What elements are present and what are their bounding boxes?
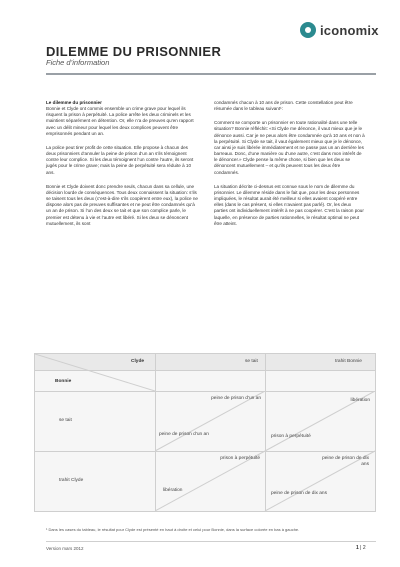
section-heading: Le dilemme du prisonnier xyxy=(46,100,102,105)
paragraph: condamnés chacun à 10 ans de prison. Cette constellation peut être résumée dans le tableau suivant¹: xyxy=(214,100,353,112)
page-separator: | xyxy=(358,545,363,551)
brand-logo xyxy=(300,22,379,38)
footnote: ¹ Dans les cases du tableau, le résultat pour Clyde est présenté en haut à droite et celui pour Bonnie, dans la surface colorée en bas à gauche. xyxy=(46,527,300,532)
row-header-bonnie-betrays: trahit Clyde xyxy=(59,478,84,483)
paragraph: Comment se comporte un prisonnier en toute rationalité dans une telle situation? Bonnie réfléchit: «Si Clyde me dénonce, il vaut mieux que je le dénonce aussi. Car je ne peux alors être condamnée qu’à 10 ans et non à la perpétuité. Si Clyde se tait, il vaut également mieux que je le dénonce, car ainsi je suis libérée immédiatement et ne passe pas un an derrière les barreaux. Donc, d’une manière ou d’une autre, c’est dans mon intérêt de le dénoncer.» Clyde pense la même chose, si bien que les deux se dénoncent mutuellement – et qu’ils peuvent tous les deux être condamnés. xyxy=(214,120,365,175)
paragraph: La situation décrite ci-dessus est connue sous le nom de dilemme du prisonnier. Le dilemme réside dans le fait que, pour les deux personnes impliquées, le résultat aurait été meilleur si elles avaient coopéré entre elles (dans le cas présent, si elles n’avaient pas parlé). Or, les deux parties ont individuellement intérêt à ne pas coopérer. C’est la raison pour laquelle, en présence de parties rationnelles, le résultat optimal ne peut être atteint. xyxy=(214,183,364,226)
payoff-bonnie-r2c2: peine de prison de dix ans xyxy=(271,491,328,496)
page-total: 2 xyxy=(362,545,366,551)
paragraph: Bonnie et Clyde ont commis ensemble un crime grave pour lequel ils risquent la prison à perpétuité. La police arrête les deux criminels et les maintient séparément en détention. Or, elle n’a de preuves qu’en rapport avec un délit mineur pour lequel les deux complices peuvent être emprisonnés pendant un an. xyxy=(46,106,194,136)
payoff-clyde-r2c2: peine de prison de dix ans xyxy=(322,456,369,467)
iconomix-logo-icon xyxy=(300,22,316,38)
text-column-left xyxy=(46,100,198,235)
paragraph: Bonnie et Clyde doivent donc prendre seuls, chacun dans sa cellule, une décision lourde de conséquences. Tous deux connaissent la situation: s’ils se taisent tous les deux (c’est-à-dire s’ils coopèrent entre eux), la police ne dispose alors pas de preuves suffisantes et ne peut être condamnés qu’à un an de prison. Si l’un des deux se tait et que son complice parle, le premier est détenu à vie et l’autre est libéré. Si les deux se dénoncent mutuellement, ils sont xyxy=(46,183,198,226)
payoff-clyde-r2c1: prison à perpétuité xyxy=(220,456,260,461)
page-subtitle: Fiche d’information xyxy=(46,58,110,67)
col-header-clyde-betrays: trahit Bonnie xyxy=(335,359,362,364)
version-label: Version mars 2012 xyxy=(46,546,84,551)
payoff-matrix xyxy=(34,353,376,512)
paragraph: La police peut tirer profit de cette situation. Elle propose à chacun des deux prisonniers d’annuler la peine de prison d’un an s’ils témoignent contre leur complice. Si les deux témoignent l’un contre l’autre, ils seront jugés pour le crime grave; mais la peine de perpétuité sera réduite à 10 ans. xyxy=(46,144,194,175)
clyde-label: Clyde xyxy=(131,359,145,364)
payoff-bonnie-r1c2: prison à perpétuité xyxy=(271,434,311,439)
title-divider xyxy=(46,73,376,75)
brand-name: iconomix xyxy=(320,22,379,38)
text-column-right xyxy=(214,100,366,235)
payoff-clyde-r1c1: peine de prison d’un an xyxy=(211,396,261,401)
row-header-bonnie-silent: se tait xyxy=(59,418,72,423)
footer-divider xyxy=(46,541,376,542)
page-title: DILEMME DU PRISONNIER xyxy=(46,44,222,59)
payoff-clyde-r1c2: libération xyxy=(350,398,370,403)
page-number xyxy=(356,545,366,551)
payoff-bonnie-r1c1: peine de prison d’un an xyxy=(159,432,209,437)
bonnie-label: Bonnie xyxy=(55,379,72,384)
page-current: 1 xyxy=(356,545,359,551)
payoff-bonnie-r2c1: libération xyxy=(163,488,183,493)
col-header-clyde-silent: se tait xyxy=(245,359,258,364)
